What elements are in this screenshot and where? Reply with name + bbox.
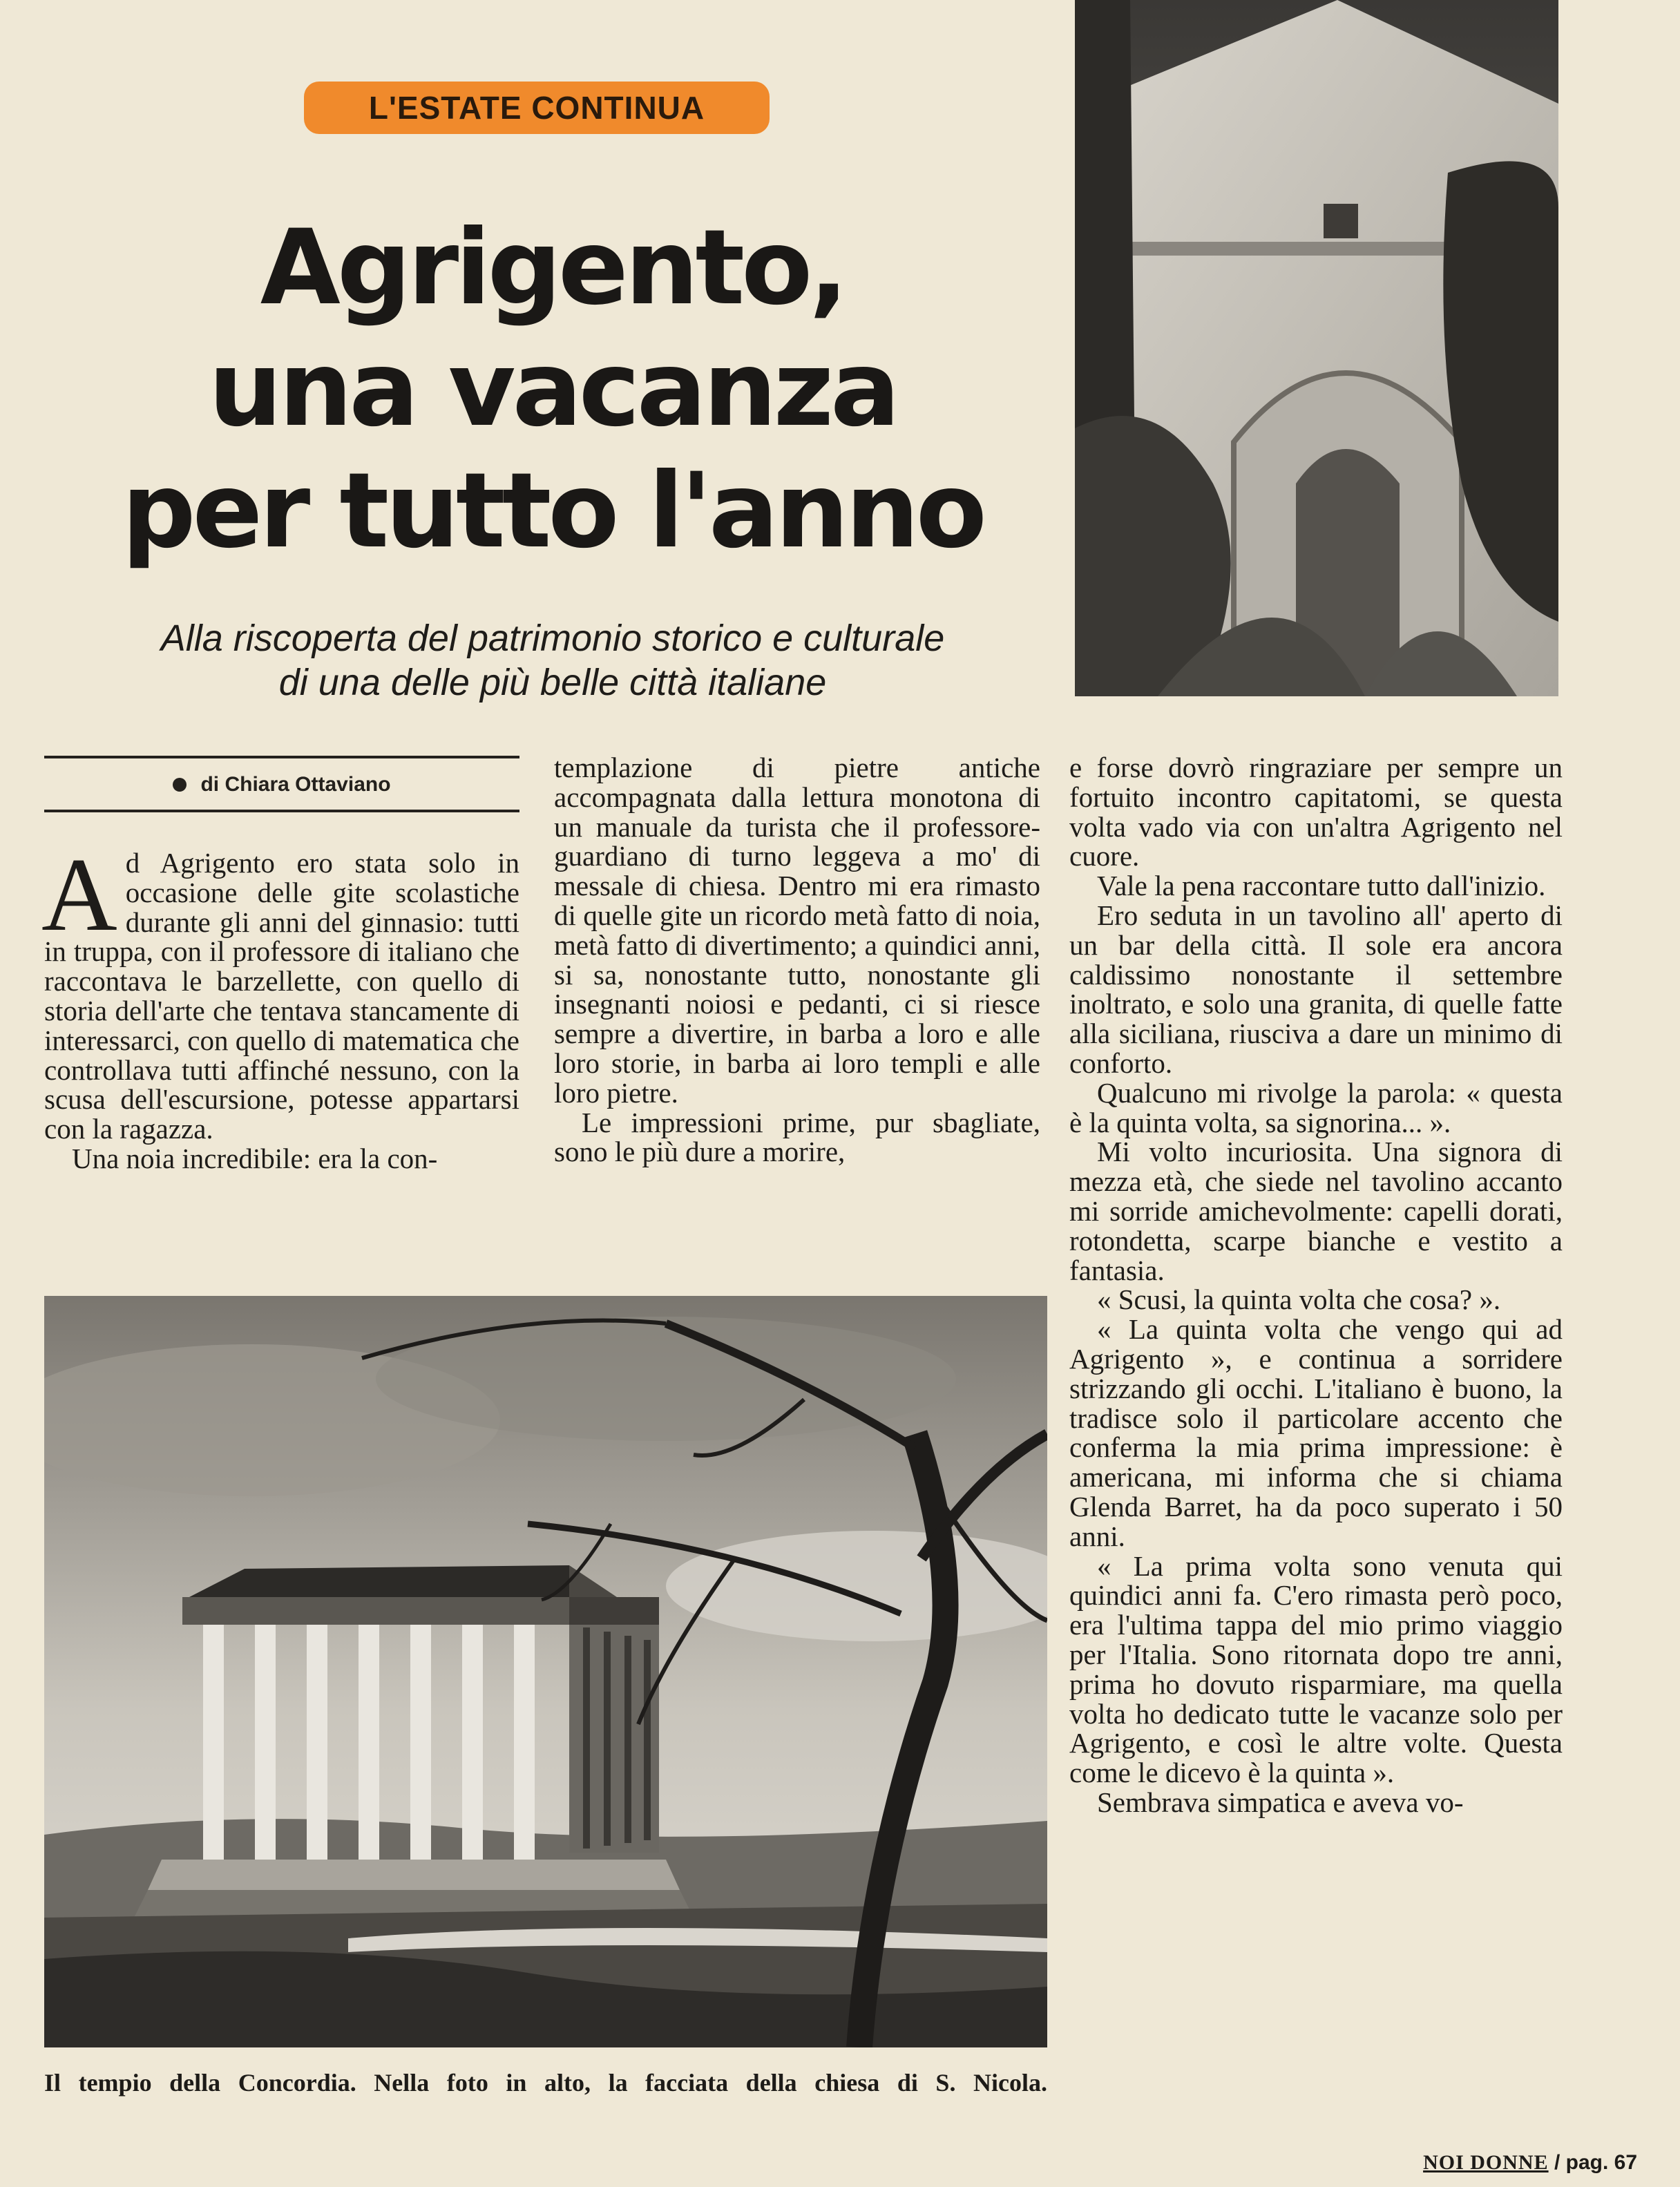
byline	[44, 768, 519, 801]
magazine-name: NOI DONNE	[1423, 2151, 1549, 2174]
paragraph: Una noia incredibile: era la con-	[72, 1142, 438, 1174]
headline	[48, 207, 1057, 572]
paragraph: « La quinta volta che vengo qui ad Agrigento », e continua a sorridere strizzando gli occhi. L'italiano è buono, la tradisce solo il particolare accento che conferma la mia prima impressione: è americana, mi informa che si chiama Glenda Barret, ha da poco superato i 50 anni.	[1069, 1313, 1563, 1552]
subtitle	[41, 616, 1064, 705]
paragraph: Ero seduta in un tavolino all' aperto di un bar della città. Il sole era ancora caldissimo nonostante il settembre inoltrato, e solo una granita, di quelle fatte alla siciliana, riusciva a dare un minimo di conforto.	[1069, 899, 1563, 1079]
subtitle-line-2: di una delle più belle città italiane	[278, 662, 827, 703]
page-footer	[1319, 2151, 1637, 2175]
bullet-icon	[173, 778, 187, 792]
byline-bottom-rule	[44, 810, 519, 812]
subtitle-line-1: Alla riscoperta del patrimonio storico e culturale	[160, 618, 945, 659]
paragraph: Vale la pena raccontare tutto dall'inizio.	[1097, 870, 1546, 902]
footer-separator: /	[1554, 2151, 1560, 2174]
headline-line-1: Agrigento,	[260, 208, 846, 328]
byline-author: di Chiara Ottaviano	[200, 773, 391, 796]
headline-line-2: una vacanza	[208, 330, 897, 450]
paragraph: Qualcuno mi rivolge la parola: « questa è la quinta volta, sa signorina... ».	[1069, 1076, 1563, 1138]
article-column-3	[1069, 753, 1563, 1817]
drop-cap: A	[41, 837, 117, 953]
paragraph: « La prima volta sono venuta qui quindici anni fa. C'ero rimasta però poco, era l'ultima tappa del mio primo viaggio per l'Italia. Sono ritornata dopo tre anni, prima ho dovuto risparmiare, ma quella volta ho dedicato tutte le vacanze solo per Agrigento, e così le altre volte. Questa come le dicevo è la quinta ».	[1069, 1549, 1563, 1789]
paragraph: e forse dovrò ringraziare per sempre un fortuito incontro capitatomi, se questa volta vado via con un'altra Agrigento nel cuore.	[1069, 752, 1563, 872]
section-tag: L'ESTATE CONTINUA	[304, 82, 770, 134]
paragraph: templazione di pietre antiche accompagnata dalla lettura monotona di un manuale da turista che il professore-guardiano di turno leggeva a mo' di messale di chiesa. Dentro mi era rimasto di quelle gite un ricordo metà fatto di noia, metà fatto di divertimento; a quindici anni, si sa, nonostante tutto, nonostante gli insegnanti noiosi e pedanti, ci si riesce sempre a divertire, in barba a loro e alle loro storie, in barba ai loro templi e alle loro pietre.	[554, 752, 1040, 1109]
paragraph: Ad Agrigento ero stata solo in occasione delle gite scolastiche durante gli anni del ginnasio: tutti in truppa, con il professore di italiano che raccontava le barzellette, con quello di storia dell'arte che tentava stancamente di interessarci, con quello di matematica che controllava tutti affinché nessuno, con la scusa dell'escursione, potesse appartarsi con la ragazza.	[41, 837, 519, 1145]
page-number: pag. 67	[1565, 2151, 1637, 2174]
church-facade-photo	[1075, 0, 1558, 696]
photo-caption: Il tempio della Concordia. Nella foto in alto, la facciata della chiesa di S. Nicola.	[44, 2069, 1047, 2097]
paragraph: « Scusi, la quinta volta che cosa? ».	[1097, 1283, 1501, 1316]
article-column-1	[41, 837, 519, 1174]
paragraph: Sembrava simpatica e aveva vo-	[1097, 1786, 1464, 1818]
paragraph: Le impressioni prime, pur sbagliate, sono le più dure a morire,	[554, 1106, 1040, 1168]
headline-line-3: per tutto l'anno	[122, 451, 984, 571]
byline-top-rule	[44, 756, 519, 758]
paragraph: Mi volto incuriosita. Una signora di mezza età, che siede nel tavolino accanto mi sorride amichevolmente: capelli dorati, rotondetta, scarpe bianche e vestito a fantasia.	[1069, 1136, 1563, 1286]
temple-photo	[44, 1296, 1047, 2047]
article-column-2	[554, 753, 1040, 1167]
